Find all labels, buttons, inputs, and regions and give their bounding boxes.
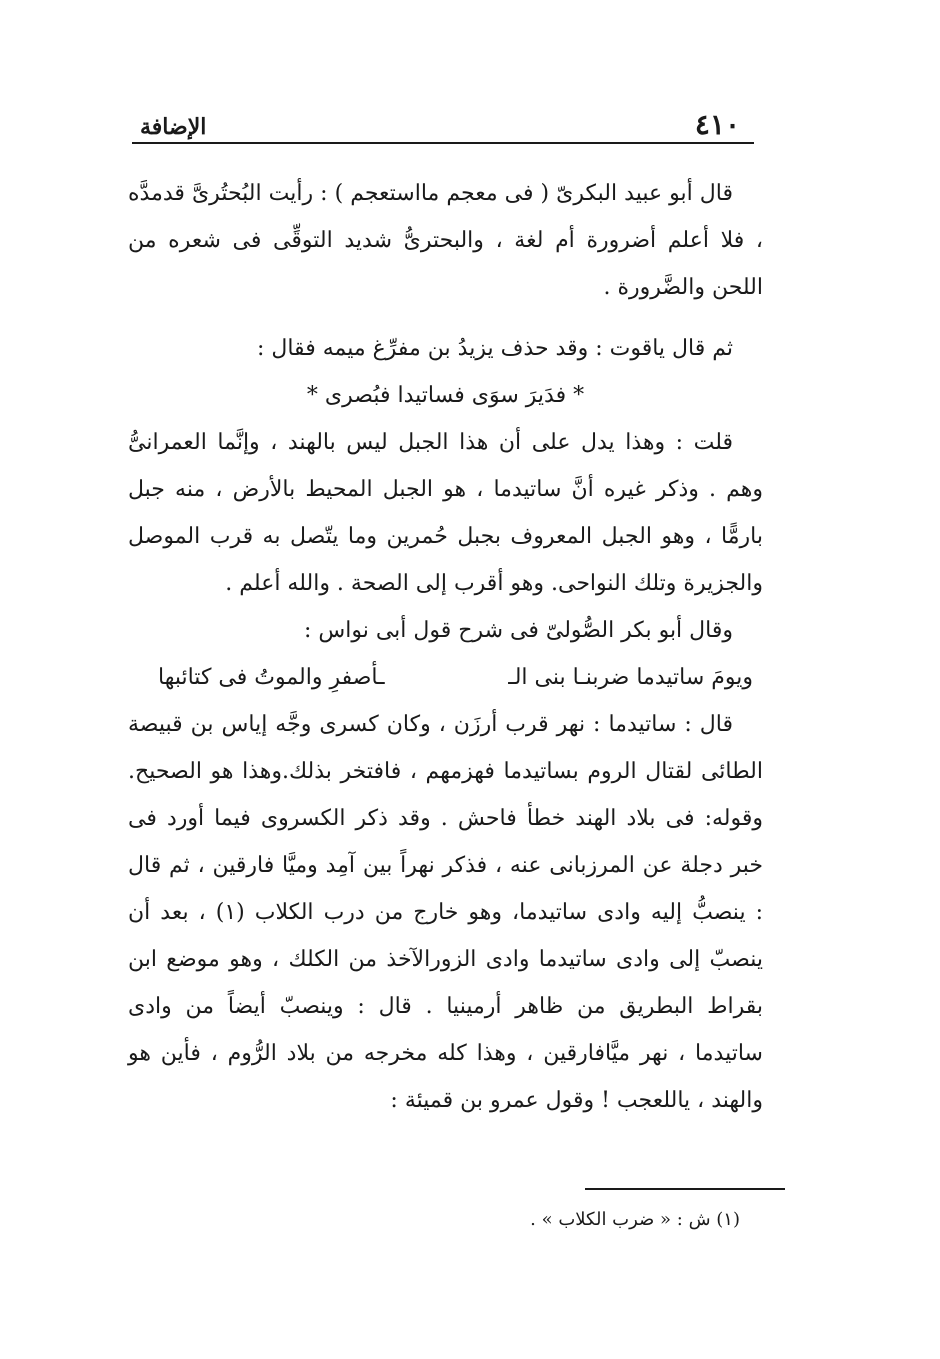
footnote: (١) ش : « ضرب الكلاب » . bbox=[530, 1209, 740, 1230]
paragraph-satidama: قال : ساتيدما : نهر قرب أرزَن ، وكان كسرى وجَّه إياس بن قبيصة الطائى لقتال الروم بساتيدما فهزمهم ، فافتخر بذلك.وهذا هو الصحيح. وقوله: فى بلاد الهند خطأ فاحش . وقد ذكر الكسروى فيما أورد فى خبر دجلة عن المرزبانى عنه ، فذكر نهراً بين آمِد وميَّا فارقين ، ثم قال : ينصبُّ إليه وادى ساتيدما، وهو خارج من درب الكلاب (١) ، بعد أن ينصبّ إلى وادى ساتيدما وادى الزورالآخذ من الكلك ، وهو موضع ابن بقراط البطريق من ظاهر أرمينيا . قال : وينصبّ أيضاً من وادى ساتيدما ، نهر ميَّافارقين ، وهذا كله مخرجه من بلاد الرُّوم ، فأين هو والهند ، ياللعجب ! وقول عمرو بن قميئة : bbox=[128, 712, 764, 1113]
paragraph-comment: قلت : وهذا يدل على أن هذا الجبل ليس بالهند ، وإنَّما العمرانىُّ وهم . وذكر غيره أنَّ ساتيدما ، هو الجبل المحيط بالأرض ، منه جبل بارمًّا ، وهو الجبل المعروف بجبل حُمرين وما يتّصل به قرب الموصل والجزيرة وتلك النواحى. وهو أقرب إلى الصحة . والله أعلم . bbox=[128, 430, 763, 596]
section-title: الإضافة bbox=[140, 114, 207, 140]
page-number: ٤١٠ bbox=[694, 108, 740, 141]
paragraph-bakri: قال أبو عبيد البكرىّ ( فى معجم مااستعجم ) : رأيت البُحتُرىَّ قدمدَّه ، فلا أعلم أضرورة أم لغة ، والبحترىُّ شديد التوقِّى فى شعره من اللحن والضَّرورة . bbox=[128, 181, 763, 300]
verse-first-hemistich: ويومَ ساتيدما ضربنـا بنى الـ bbox=[508, 665, 753, 690]
verse-second-hemistich: ـأصفرِ والموتُ فى كتائبها bbox=[158, 665, 385, 690]
header-rule bbox=[132, 142, 754, 144]
paragraph-yaqut: ثم قال ياقوت : وقد حذف يزيدُ بن مفرِّغ ميمه فقال : bbox=[256, 336, 733, 361]
spacer bbox=[128, 311, 763, 325]
running-head bbox=[132, 108, 754, 144]
verse-abu-nuwas bbox=[128, 654, 763, 701]
main-text bbox=[128, 170, 763, 1124]
paragraph-suli: وقال أبو بكر الصُّولىّ فى شرح قول أبى نواس : bbox=[303, 618, 733, 643]
verse-hemistich: * فدَيرَ سوَى فساتيدا فبُصرى * bbox=[306, 383, 585, 408]
footnote-rule bbox=[585, 1188, 785, 1190]
